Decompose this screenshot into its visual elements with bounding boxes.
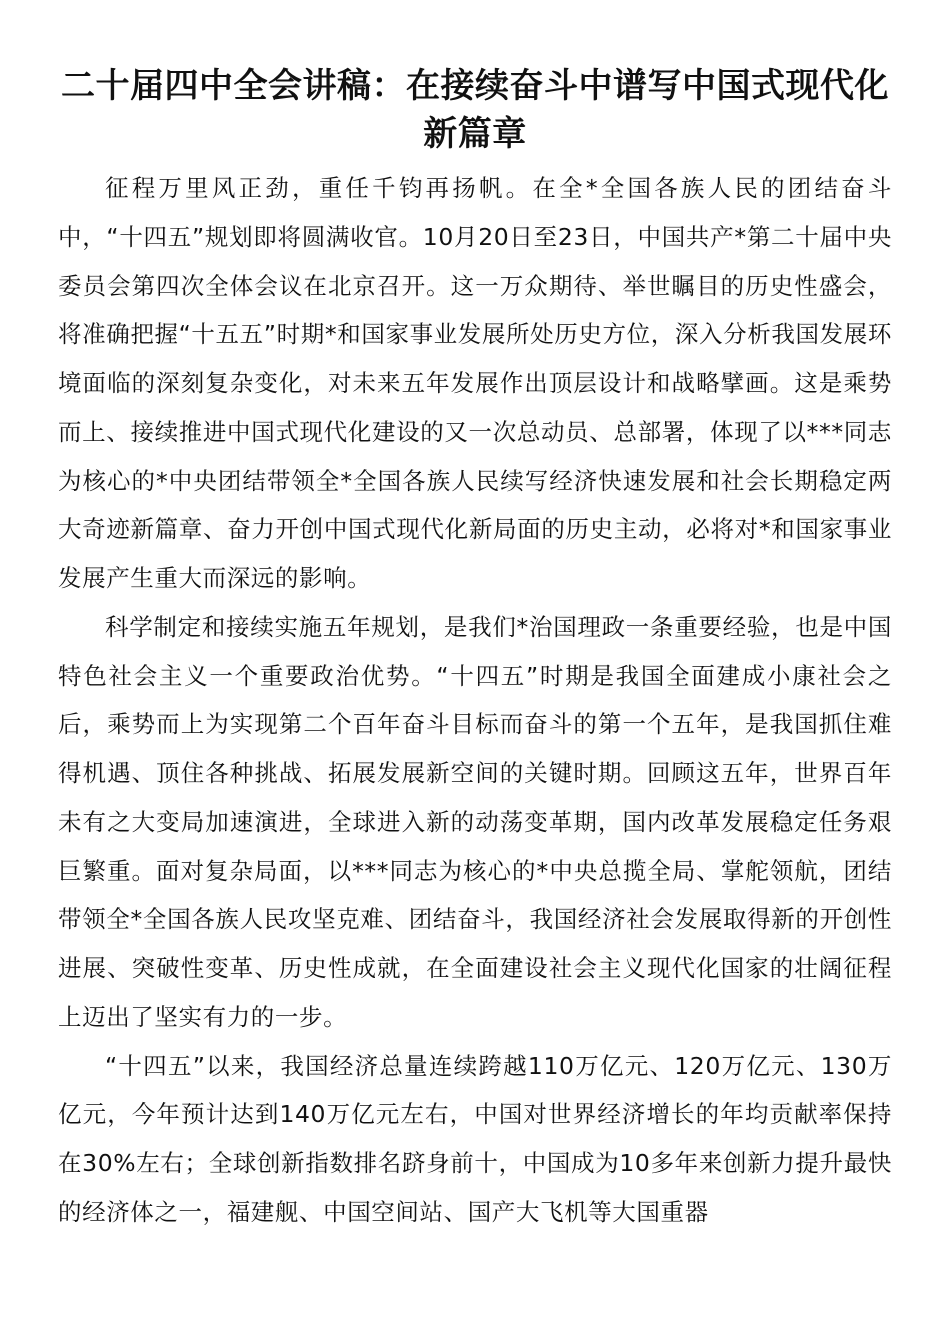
paragraph-2: 科学制定和接续实施五年规划，是我们*治国理政一条重要经验，也是中国特色社会主义一个重要政治优势。“十四五”时期是我国全面建成小康社会之后，乘势而上为实现第二个百年奋斗目标而奋斗的第一个五年，是我国抓住难得机遇、顶住各种挑战、拓展发展新空间的关键时期。回顾这五年，世界百年未有之大变局加速演进，全球进入新的动荡变革期，国内改革发展稳定任务艰巨繁重。面对复杂局面，以***同志为核心的*中央总揽全局、掌舵领航，团结带领全*全国各族人民攻坚克难、团结奋斗，我国经济社会发展取得新的开创性进展、突破性变革、历史性成就，在全面建设社会主义现代化国家的壮阔征程上迈出了坚实有力的一步。 [58, 612, 892, 1031]
document-body [58, 164, 892, 1237]
paragraph-3: “十四五”以来，我国经济总量连续跨越110万亿元、120万亿元、130万亿元，今年预计达到140万亿元左右，中国对世界经济增长的年均贡献率保持在30%左右；全球创新指数排名跻身前十，中国成为10多年来创新力提升最快的经济体之一，福建舰、中国空间站、国产大飞机等大国重器 [58, 1051, 892, 1226]
document-title: 二十届四中全会讲稿：在接续奋斗中谱写中国式现代化新篇章 [61, 66, 889, 154]
paragraph-1: 征程万里风正劲，重任千钧再扬帆。在全*全国各族人民的团结奋斗中，“十四五”规划即将圆满收官。10月20日至23日，中国共产*第二十届中央委员会第四次全体会议在北京召开。这一万众期待、举世瞩目的历史性盛会，将准确把握“十五五”时期*和国家事业发展所处历史方位，深入分析我国发展环境面临的深刻复杂变化，对未来五年发展作出顶层设计和战略擘画。这是乘势而上、接续推进中国式现代化建设的又一次总动员、总部署，体现了以***同志为核心的*中央团结带领全*全国各族人民续写经济快速发展和社会长期稳定两大奇迹新篇章、奋力开创中国式现代化新局面的历史主动，必将对*和国家事业发展产生重大而深远的影响。 [58, 174, 892, 592]
